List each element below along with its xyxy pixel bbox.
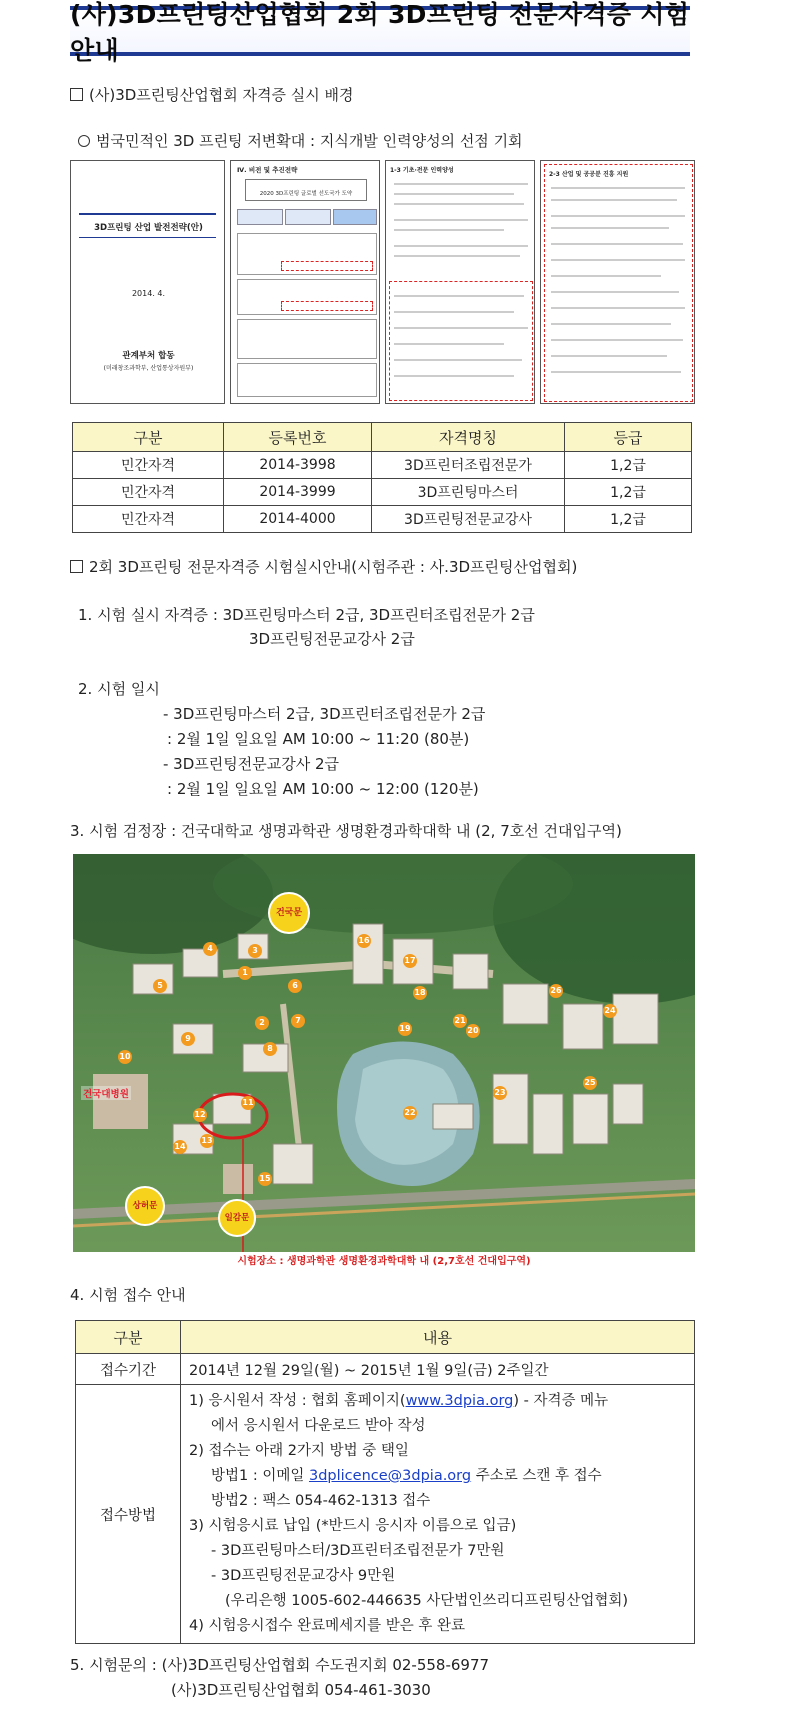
building-number-badge: 1	[238, 966, 252, 980]
exam-venue-title: 3. 시험 검정장 : 건국대학교 생명과학관 생명환경과학대학 내 (2, 7호선 건대입구역)	[70, 822, 622, 840]
campus-map	[73, 854, 695, 1272]
method-step3: 3) 시험응시료 납입 (*반드시 응시자 이름으로 입금)	[189, 1518, 517, 1534]
table-cell: 민간자격	[73, 452, 224, 479]
building-number-badge: 8	[263, 1042, 277, 1056]
table-row	[76, 1385, 695, 1644]
method-step1-text: 1) 응시원서 작성 : 협회 홈페이지(	[189, 1393, 406, 1409]
table-cell: 2014-3998	[224, 452, 372, 479]
table-row	[73, 452, 692, 479]
map-label-gate-geonguk: 건국문	[268, 892, 310, 934]
campus-map-illustration	[73, 854, 695, 1272]
building-number-badge: 18	[413, 986, 427, 1000]
section2-title: 2회 3D프린팅 전문자격증 시험실시안내(시험주관 : 사.3D프린팅산업협회)	[89, 558, 578, 576]
table-header: 등급	[565, 423, 692, 452]
table-cell: 3D프린터조립전문가	[372, 452, 565, 479]
building-number-badge: 4	[203, 942, 217, 956]
method-content	[181, 1385, 695, 1644]
table-header-row	[76, 1321, 695, 1354]
thumbnail-training-plan	[385, 160, 535, 404]
method-option1-text: 방법1 : 이메일	[211, 1468, 309, 1484]
section1-heading	[70, 84, 353, 105]
building-number-badge: 10	[118, 1050, 132, 1064]
section1-title: (사)3D프린팅산업협회 자격증 실시 배경	[89, 86, 354, 104]
period-label: 접수기간	[76, 1354, 181, 1385]
table-cell: 1,2급	[565, 506, 692, 533]
bank-account: (우리은행 1005-602-446635 사단법인쓰리디프린팅산업협회)	[225, 1593, 629, 1609]
map-label-hospital: 건국대병원	[81, 1086, 131, 1100]
table-cell: 3D프린팅전문교강사	[372, 506, 565, 533]
table-row	[73, 506, 692, 533]
thumb3-head: 1-3 기초·전문 인력양성	[390, 167, 454, 174]
method-option2: 방법2 : 팩스 054-462-1313 접수	[211, 1493, 431, 1509]
table-header: 등록번호	[224, 423, 372, 452]
checkbox-icon	[70, 88, 83, 101]
map-caption: 시험장소 : 생명과학관 생명환경과학대학 내 (2,7호선 건대입구역)	[73, 1252, 695, 1272]
table-cell: 1,2급	[565, 452, 692, 479]
thumb1-sub: (미래창조과학부, 산업통상자원부)	[103, 365, 194, 372]
section1-subtitle: 범국민적인 3D 프린팅 저변확대 : 지식개발 인력양성의 선점 기회	[96, 132, 523, 150]
method-step1	[189, 1389, 686, 1414]
building-number-badge: 7	[291, 1014, 305, 1028]
section1-subheading	[78, 130, 523, 151]
page-banner: (사)3D프린팅산업협회 2회 3D프린팅 전문자격증 시험안내	[70, 0, 690, 65]
building-number-badge: 14	[173, 1140, 187, 1154]
thumb1-org: 관계부처 합동	[122, 351, 175, 361]
thumb1-title: 3D프린팅 산업 발전전략(안)	[94, 223, 203, 233]
exam-date-title: 2. 시험 일시	[78, 680, 160, 698]
building-number-badge: 6	[288, 979, 302, 993]
building-number-badge: 12	[193, 1108, 207, 1122]
building-number-badge: 24	[603, 1004, 617, 1018]
building-number-badge: 25	[583, 1076, 597, 1090]
exam-date-line4: : 2월 1일 일요일 AM 10:00 ~ 12:00 (120분)	[167, 780, 479, 798]
section2-heading	[70, 556, 577, 577]
contact-line1: 5. 시험문의 : (사)3D프린팅산업협회 수도권지회 02-558-6977	[70, 1656, 490, 1674]
table-cell: 3D프린팅마스터	[372, 479, 565, 506]
checkbox-icon	[70, 560, 83, 573]
building-number-badge: 15	[258, 1172, 272, 1186]
building-number-badge: 19	[398, 1022, 412, 1036]
table-cell: 2014-3999	[224, 479, 372, 506]
building-number-badge: 23	[493, 1086, 507, 1100]
thumbnail-public-support	[540, 160, 695, 404]
table-cell: 민간자격	[73, 506, 224, 533]
map-label-gate-sangheo: 상허문	[125, 1186, 165, 1226]
table-header: 내용	[181, 1321, 695, 1354]
thumb4-head: 2-3 산업 및 공공분 진흥 지원	[549, 171, 629, 178]
section4-title: 4. 시험 접수 안내	[70, 1286, 186, 1304]
thumb2-head: Ⅳ. 비전 및 추진전략	[237, 166, 298, 174]
table-header-row	[73, 423, 692, 452]
period-value: 2014년 12월 29일(월) ~ 2015년 1월 9일(금) 2주일간	[181, 1354, 695, 1385]
certificate-table	[72, 422, 692, 533]
exam-date-line2: : 2월 1일 일요일 AM 10:00 ~ 11:20 (80분)	[167, 730, 470, 748]
circle-bullet-icon	[78, 135, 90, 147]
table-cell: 민간자격	[73, 479, 224, 506]
building-number-badge: 26	[549, 984, 563, 998]
method-step1-cont: 에서 응시원서 다운로드 받아 작성	[211, 1418, 426, 1434]
building-number-badge: 20	[466, 1024, 480, 1038]
thumb1-date: 2014. 4.	[131, 289, 166, 298]
fee-line1: - 3D프린팅마스터/3D프린터조립전문가 7만원	[211, 1543, 505, 1559]
table-header: 자격명칭	[372, 423, 565, 452]
table-row	[73, 479, 692, 506]
building-number-badge: 13	[200, 1134, 214, 1148]
exam-certs-line1: 1. 시험 실시 자격증 : 3D프린팅마스터 2급, 3D프린터조립전문가 2급	[78, 606, 535, 624]
method-option1-suffix: 주소로 스캔 후 접수	[471, 1468, 602, 1484]
building-number-badge: 11	[241, 1096, 255, 1110]
registration-table	[75, 1320, 695, 1644]
thumbnail-vision-chart	[230, 160, 380, 404]
thumb2-vision: 2020 3D프린팅 글로벌 선도국가 도약	[245, 179, 367, 201]
method-step4: 4) 시험응시접수 완료메세지를 받은 후 완료	[189, 1618, 466, 1634]
exam-date-line1: - 3D프린팅마스터 2급, 3D프린터조립전문가 2급	[163, 705, 486, 723]
method-option1	[189, 1464, 686, 1489]
homepage-link[interactable]: www.3dpia.org	[405, 1393, 514, 1409]
table-row	[76, 1354, 695, 1385]
document-thumbnails	[70, 160, 695, 404]
thumbnail-strategy-cover	[70, 160, 225, 404]
exam-date-line3: - 3D프린팅전문교강사 2급	[163, 755, 339, 773]
building-number-badge: 3	[248, 944, 262, 958]
building-number-badge: 17	[403, 954, 417, 968]
table-cell: 2014-4000	[224, 506, 372, 533]
method-step2: 2) 접수는 아래 2가지 방법 중 택일	[189, 1443, 409, 1459]
email-link[interactable]: 3dplicence@3dpia.org	[308, 1468, 472, 1484]
method-label: 접수방법	[76, 1385, 181, 1644]
exam-certs-line2: 3D프린팅전문교강사 2급	[249, 630, 415, 648]
building-number-badge: 22	[403, 1106, 417, 1120]
building-number-badge: 2	[255, 1016, 269, 1030]
building-number-badge: 16	[357, 934, 371, 948]
table-cell: 1,2급	[565, 479, 692, 506]
contact-line2: (사)3D프린팅산업협회 054-461-3030	[171, 1681, 431, 1699]
building-number-badge: 9	[181, 1032, 195, 1046]
map-label-gate-ilgam: 일감문	[218, 1199, 256, 1237]
building-number-badge: 21	[453, 1014, 467, 1028]
fee-line2: - 3D프린팅전문교강사 9만원	[211, 1568, 396, 1584]
table-header: 구분	[73, 423, 224, 452]
building-number-badge: 5	[153, 979, 167, 993]
method-step1-suffix: ) - 자격증 메뉴	[513, 1393, 609, 1409]
table-header: 구분	[76, 1321, 181, 1354]
